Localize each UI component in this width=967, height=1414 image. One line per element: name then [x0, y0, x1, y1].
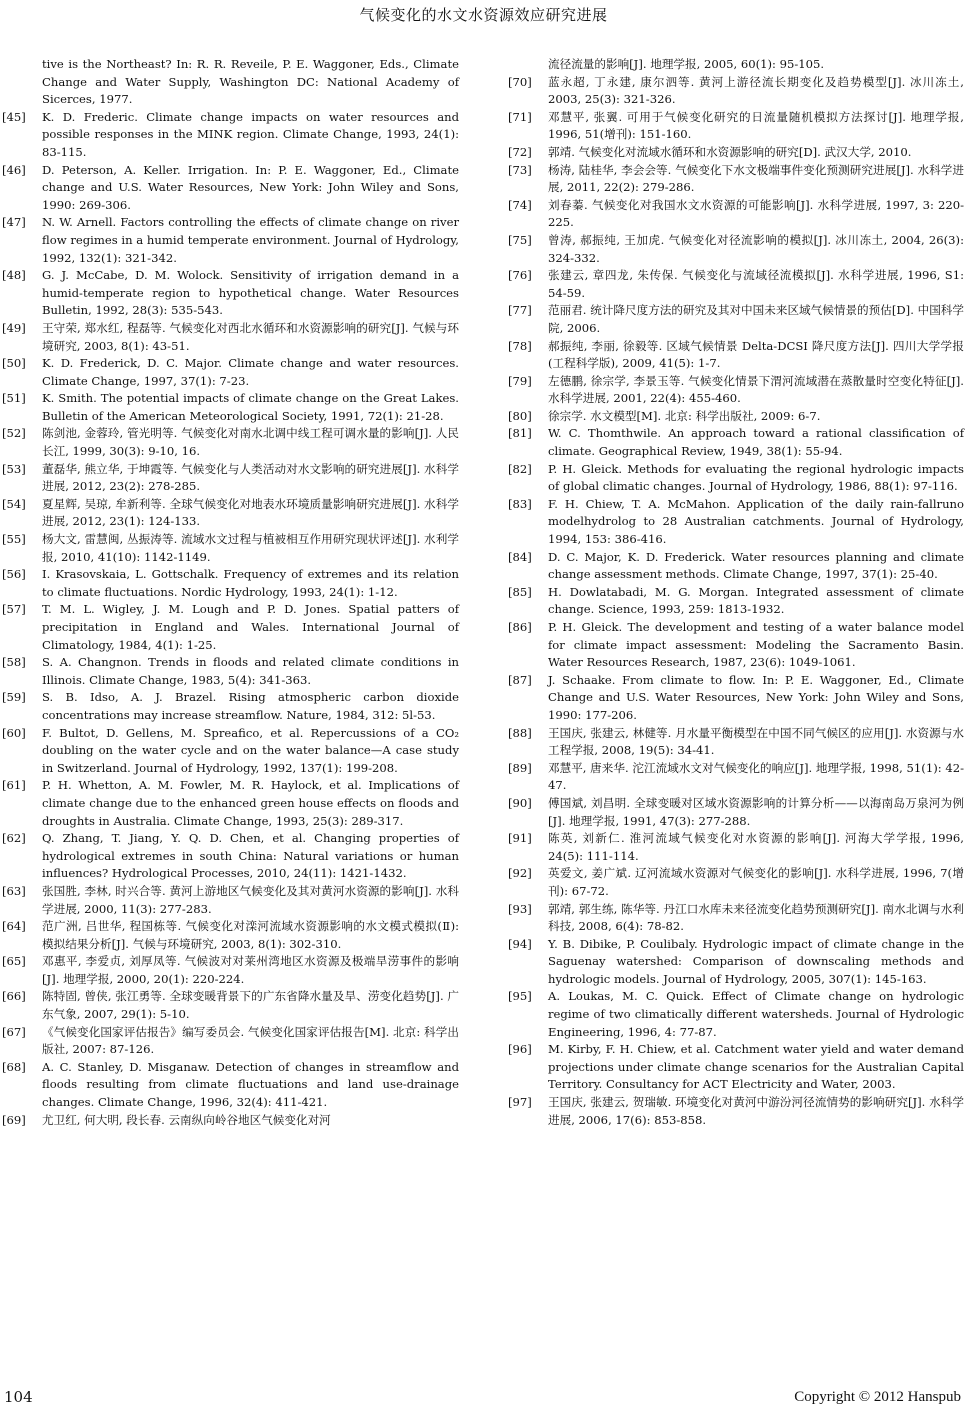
- reference-text: S. B. Idso, A. J. Brazel. Rising atmospheric carbon dioxide concentrations may increase streamflow. Nature, 1984, 312: 5l-53.: [42, 690, 459, 722]
- reference-item: [0, 777, 459, 830]
- reference-number: [62]: [2, 831, 26, 846]
- reference-number: [79]: [508, 373, 532, 388]
- reference-text: 蓝永超, 丁永建, 康尔泗等. 黄河上游径流长期变化及趋势模型[J]. 冰川冻土, 2003, 25(3): 321-326.: [548, 74, 964, 107]
- reference-list-right: [506, 74, 964, 1130]
- reference-text: 张建云, 章四龙, 朱传保. 气候变化与流域径流模拟[J]. 水科学进展, 1996, S1: 54-59.: [548, 268, 964, 300]
- reference-text: J. Schaake. From climate to flow. In: P. E. Waggoner, Ed., Climate Change and U.S. Water Resources, New York: John Wiley and Sons, 1990: 177-206.: [548, 672, 964, 722]
- running-header: 气候变化的水文水资源效应研究进展: [359, 6, 608, 24]
- reference-item: [506, 267, 964, 302]
- reference-item: [0, 1112, 459, 1130]
- reference-text: N. W. Arnell. Factors controlling the effects of climate change on river flow regimes in a humid temperate environment. Journal of Hydrology, 1992, 132(1): 321-342.: [42, 215, 459, 265]
- reference-text: I. Krasovskaia, L. Gottschalk. Frequency of extremes and its relation to climate fluctuations. Nordic Hydrology, 1993, 24(1): 1-12.: [42, 567, 459, 599]
- reference-item: [0, 214, 459, 267]
- reference-item: [506, 496, 964, 549]
- reference-item: [0, 109, 459, 162]
- reference-item: [506, 425, 964, 460]
- reference-text: 王国庆, 张建云, 林健等. 月水量平衡模型在中国不同气候区的应用[J]. 水资源与水工程学报, 2008, 19(5): 34-41.: [548, 725, 964, 758]
- reference-text: D. C. Major, K. D. Frederick. Water resources planning and climate change assessment methods. Climate Change, 1997, 37(1): 25-40.: [548, 549, 964, 582]
- reference-item: [0, 320, 459, 355]
- reference-text: K. Smith. The potential impacts of climate change on the Great Lakes. Bulletin of the American Meteorological Society, 1991, 72(1): 21-28.: [42, 391, 459, 423]
- reference-text: 范广洲, 吕世华, 程国栋等. 气候变化对滦河流域水资源影响的水文模式模拟(Ⅱ): 模拟结果分析[J]. 气候与环境研究, 2003, 8(1): 302-310.: [42, 919, 459, 951]
- reference-text: 杨涛, 陆桂华, 李会会等. 气候变化下水文极端事件变化预测研究进展[J]. 水科学进展, 2011, 22(2): 279-286.: [548, 162, 964, 195]
- page-number: 104: [4, 1388, 33, 1406]
- reference-number: [57]: [2, 602, 26, 617]
- reference-number: [53]: [2, 461, 26, 476]
- reference-text: 董磊华, 熊立华, 于坤霞等. 气候变化与人类活动对水文影响的研究进展[J]. 水科学进展, 2012, 23(2): 278-285.: [42, 461, 459, 494]
- reference-item: [506, 302, 964, 337]
- reference-text: 郝振纯, 李丽, 徐毅等. 区域气候情景 Delta-DCSI 降尺度方法[J]. 四川大学学报(工程科学版), 2009, 41(5): 1-7.: [548, 338, 964, 371]
- reference-item: [0, 830, 459, 883]
- reference-number: [70]: [508, 74, 532, 89]
- reference-item: [506, 197, 964, 232]
- reference-item: [0, 162, 459, 215]
- reference-number: [78]: [508, 338, 532, 353]
- reference-text: Q. Zhang, T. Jiang, Y. Q. D. Chen, et al. Changing properties of hydrological extremes in south China: Natural variations or human influences? Hydrological Processes, 2010, 24(11): 1421-1432.: [42, 831, 459, 881]
- reference-item: [506, 901, 964, 936]
- reference-number: [46]: [2, 162, 26, 177]
- reference-item: [506, 461, 964, 496]
- reference-item: [0, 267, 459, 320]
- reference-text: 《气候变化国家评估报告》编写委员会. 气候变化国家评估报告[M]. 北京: 科学出版社, 2007: 87-126.: [42, 1024, 459, 1057]
- reference-number: [87]: [508, 672, 532, 687]
- references-column-left: [0, 56, 459, 1129]
- reference-text: A. Loukas, M. C. Quick. Effect of Climate change on hydrologic regime of two climatically different watersheds. Journal of Hydrologic Engineering, 1996, 4: 77-87.: [548, 989, 964, 1039]
- reference-item: [506, 865, 964, 900]
- reference-text: 英爱文, 姜广斌. 辽河流域水资源对气候变化的影响[J]. 水科学进展, 1996, 7(增刊): 67-72.: [548, 866, 964, 898]
- reference-continuation: tive is the Northeast? In: R. R. Reveile, P. E. Waggoner, Eds., Climate Change and Water Supply, Washington DC: National Academy of Sicerces, 1977.: [42, 57, 459, 107]
- reference-text: 傅国斌, 刘昌明. 全球变暖对区域水资源影响的计算分析——以海南岛万泉河为例[J]. 地理学报, 1991, 47(3): 277-288.: [548, 795, 964, 828]
- reference-text: A. C. Stanley, D. Misganaw. Detection of changes in streamflow and floods resulting from climate fluctuations and land use-drainage changes. Climate Change, 1996, 32(4): 411-421.: [42, 1059, 459, 1110]
- reference-item: [0, 496, 459, 531]
- reference-number: [60]: [2, 725, 26, 740]
- reference-text: W. C. Thomthwile. An approach toward a rational classification of climate. Geographical Review, 1949, 38(1): 55-94.: [548, 426, 964, 459]
- reference-list-left: [0, 109, 459, 1129]
- reference-item: [506, 760, 964, 795]
- reference-item: [0, 461, 459, 496]
- reference-text: F. Bultot, D. Gellens, M. Spreafico, et al. Repercussions of a CO₂ doubling on the water cycle and on the water balance—A case study in Switzerland. Journal of Hydrology, 1992, 137(1): 199-208.: [42, 725, 459, 775]
- reference-number: [97]: [508, 1095, 532, 1110]
- reference-item: [0, 918, 459, 953]
- reference-number: [55]: [2, 532, 26, 547]
- reference-item: [0, 566, 459, 601]
- reference-text: 杨大文, 雷慧闽, 丛振涛等. 流域水文过程与植被相互作用研究现状评述[J]. 水利学报, 2010, 41(10): 1142-1149.: [42, 532, 459, 564]
- reference-item: [506, 830, 964, 865]
- reference-text: 郭靖. 气候变化对流域水循环和水资源影响的研究[D]. 武汉大学, 2010.: [548, 144, 912, 159]
- reference-text: D. Peterson, A. Keller. Irrigation. In: P. E. Waggoner, Ed., Climate change and U.S. Water Resources, New York: John Wiley and Sons, 1990: 269-306.: [42, 162, 459, 212]
- reference-item: [506, 672, 964, 725]
- reference-number: [61]: [2, 778, 26, 793]
- reference-number: [85]: [508, 584, 532, 599]
- reference-text: 张国胜, 李林, 时兴合等. 黄河上游地区气候变化及其对黄河水资源的影响[J]. 水科学进展, 2000, 11(3): 277-283.: [42, 883, 459, 916]
- reference-item: [0, 531, 459, 566]
- reference-number: [89]: [508, 760, 532, 775]
- references-column-right: [506, 56, 964, 1129]
- reference-text: 邓惠平, 李爱贞, 刘厚凤等. 气候波对对莱州湾地区水资源及极端旱涝事件的影响[J]. 地理学报, 2000, 20(1): 220-224.: [42, 954, 459, 986]
- reference-item: [0, 725, 459, 778]
- reference-item: [506, 109, 964, 144]
- reference-text: 邓慧平, 唐来华. 沱江流域水文对气候变化的响应[J]. 地理学报, 1998, 51(1): 42-47.: [548, 760, 964, 793]
- reference-text: 陈特固, 曾侠, 张江勇等. 全球变暖背景下的广东省降水量及旱、涝变化趋势[J]. 广东气象, 2007, 29(1): 5-10.: [42, 989, 459, 1022]
- reference-number: [59]: [2, 690, 26, 705]
- reference-text: 左德鹏, 徐宗学, 李景玉等. 气候变化情景下渭河流域潜在蒸散量时空变化特征[J]. 水科学进展, 2001, 22(4): 455-460.: [548, 373, 964, 406]
- reference-text: 夏星辉, 吴琼, 牟新利等. 全球气候变化对地表水环境质量影响研究进展[J]. 水科学进展, 2012, 23(1): 124-133.: [42, 496, 459, 529]
- reference-item: [0, 390, 459, 425]
- reference-number: [63]: [2, 883, 26, 898]
- reference-item: [506, 936, 964, 989]
- reference-number: [80]: [508, 408, 532, 423]
- reference-text: S. A. Changnon. Trends in floods and related climate conditions in Illinois. Climate Change, 1983, 5(4): 341-363.: [42, 655, 459, 687]
- reference-item: [0, 1024, 459, 1059]
- reference-text: K. D. Frederick, D. C. Major. Climate change and water resources. Climate Change, 1997, 37(1): 7-23.: [42, 356, 459, 388]
- reference-text: 王国庆, 张建云, 贺瑞敏. 环境变化对黄河中游汾河径流情势的影响研究[J]. 水科学进展, 2006, 17(6): 853-858.: [548, 1095, 964, 1127]
- reference-item: [0, 1059, 459, 1112]
- reference-item: [506, 74, 964, 109]
- reference-number: [75]: [508, 232, 532, 247]
- reference-number: [56]: [2, 567, 26, 582]
- reference-number: [76]: [508, 268, 532, 283]
- reference-number: [84]: [508, 549, 532, 564]
- reference-number: [45]: [2, 109, 26, 124]
- reference-item: [506, 1041, 964, 1094]
- reference-text: 尤卫红, 何大明, 段长春. 云南纵向岭谷地区气候变化对河: [42, 1112, 331, 1127]
- reference-item: [0, 654, 459, 689]
- reference-item: [0, 425, 459, 460]
- reference-text: 邓慧平, 张翼. 可用于气候变化研究的日流量随机模拟方法探讨[J]. 地理学报, 1996, 51(增刊): 151-160.: [548, 109, 964, 142]
- reference-number: [50]: [2, 356, 26, 371]
- reference-text: F. H. Chiew, T. A. McMahon. Application of the daily rain-fallruno modelhydrolog to 28 Australian catchments. Journal of Hydrology, 1994, 153: 386-416.: [548, 496, 964, 547]
- reference-number: [66]: [2, 989, 26, 1004]
- reference-number: [91]: [508, 831, 532, 846]
- reference-item: [506, 144, 964, 162]
- reference-item: [0, 883, 459, 918]
- reference-continuation: 流径流量的影响[J]. 地理学报, 2005, 60(1): 95-105.: [548, 57, 825, 71]
- reference-text: 郭靖, 郭生练, 陈华等. 丹江口水库未来径流变化趋势预测研究[J]. 南水北调与水利科技, 2008, 6(4): 78-82.: [548, 901, 964, 934]
- reference-item: [506, 988, 964, 1041]
- reference-text: P. H. Gleick. Methods for evaluating the regional hydrologic impacts of global climatic changes. Journal of Hydrology, 1986, 88(1): 97-116.: [548, 461, 964, 494]
- reference-item: [0, 355, 459, 390]
- reference-number: [72]: [508, 144, 532, 159]
- reference-number: [95]: [508, 989, 532, 1004]
- copyright-notice: Copyright © 2012 Hanspub: [794, 1389, 961, 1405]
- reference-text: 陈剑池, 金蓉玲, 管光明等. 气候变化对南水北调中线工程可调水量的影响[J]. 人民长江, 1999, 30(3): 9-10, 16.: [42, 426, 459, 459]
- reference-item: [0, 689, 459, 724]
- reference-text: Y. B. Dibike, P. Coulibaly. Hydrologic impact of climate change in the Saguenay watershed: Comparison of downscaling methods and hydrologic models. Journal of Hydrology, 2005, 307(1): 145-163.: [548, 936, 964, 986]
- reference-number: [96]: [508, 1042, 532, 1057]
- reference-number: [77]: [508, 303, 532, 318]
- reference-item: [506, 373, 964, 408]
- reference-item: [506, 795, 964, 830]
- reference-number: [68]: [2, 1059, 26, 1074]
- reference-text: 刘春蓁. 气候变化对我国水文水资源的可能影响[J]. 水科学进展, 1997, 3: 220-225.: [548, 197, 964, 230]
- reference-text: K. D. Frederic. Climate change impacts on water resources and possible responses in the MINK region. Climate Change, 1993, 24(1): 83-115.: [42, 109, 459, 159]
- reference-text: 徐宗学. 水文模型[M]. 北京: 科学出版社, 2009: 6-7.: [548, 408, 821, 423]
- reference-item: [506, 725, 964, 760]
- reference-number: [88]: [508, 725, 532, 740]
- reference-text: 范丽君. 统计降尺度方法的研究及其对中国未来区域气候情景的预估[D]. 中国科学院, 2006.: [548, 303, 964, 335]
- reference-number: [69]: [2, 1112, 26, 1127]
- reference-text: P. H. Whetton, A. M. Fowler, M. R. Haylock, et al. Implications of climate change due to the enhanced green house effects on floods and droughts in Australia. Climate Change, 1993, 25(3): 289-317.: [42, 778, 459, 828]
- reference-number: [58]: [2, 655, 26, 670]
- reference-number: [81]: [508, 426, 532, 441]
- reference-number: [67]: [2, 1024, 26, 1039]
- reference-text: M. Kirby, F. H. Chiew, et al. Catchment water yield and water demand projections under climate change scenarios for the Australian Capital Territory. Consultancy for ACT Electricity and Water, 2003.: [548, 1042, 964, 1092]
- reference-text: T. M. L. Wigley, J. M. Lough and P. D. Jones. Spatial patters of precipitation in England and Wales. International Journal of Climatology, 1984, 4(1): 1-25.: [42, 602, 459, 652]
- reference-number: [64]: [2, 919, 26, 934]
- reference-number: [51]: [2, 391, 26, 406]
- reference-number: [94]: [508, 936, 532, 951]
- reference-text: 王守荣, 郑水红, 程磊等. 气候变化对西北水循环和水资源影响的研究[J]. 气候与环境研究, 2003, 8(1): 43-51.: [42, 320, 459, 353]
- reference-number: [92]: [508, 866, 532, 881]
- reference-number: [74]: [508, 197, 532, 212]
- reference-number: [47]: [2, 215, 26, 230]
- reference-item: [0, 601, 459, 654]
- reference-text: 曾涛, 郝振纯, 王加虎. 气候变化对径流影响的模拟[J]. 冰川冻土, 2004, 26(3): 324-332.: [548, 232, 964, 265]
- reference-text: G. J. McCabe, D. M. Wolock. Sensitivity of irrigation demand in a humid-temperate region to hypothetical change. Water Resources Bulletin, 1992, 28(3): 535-543.: [42, 268, 459, 318]
- reference-item: [506, 549, 964, 584]
- reference-item: [0, 988, 459, 1023]
- reference-number: [65]: [2, 954, 26, 969]
- reference-text: 陈英, 刘新仁. 淮河流域气候变化对水资源的影响[J]. 河海大学学报, 1996, 24(5): 111-114.: [548, 831, 964, 863]
- reference-item: [506, 408, 964, 426]
- reference-number: [54]: [2, 496, 26, 511]
- reference-number: [82]: [508, 461, 532, 476]
- reference-number: [49]: [2, 320, 26, 335]
- reference-number: [48]: [2, 268, 26, 283]
- reference-number: [73]: [508, 162, 532, 177]
- reference-text: H. Dowlatabadi, M. G. Morgan. Integrated assessment of climate change. Science, 1993, 259: 1813-1932.: [548, 584, 964, 617]
- reference-number: [90]: [508, 795, 532, 810]
- reference-text: P. H. Gleick. The development and testing of a water balance model for climate impact assessment: Modeling the Sacramento Basin. Water Resources Research, 1987, 23(6): 1049-1061.: [548, 620, 964, 670]
- reference-item: [506, 584, 964, 619]
- reference-item: [506, 162, 964, 197]
- reference-item: [506, 1094, 964, 1129]
- reference-number: [83]: [508, 496, 532, 511]
- reference-item: [506, 232, 964, 267]
- reference-number: [71]: [508, 109, 532, 124]
- reference-number: [52]: [2, 426, 26, 441]
- reference-item: [0, 953, 459, 988]
- reference-number: [86]: [508, 620, 532, 634]
- reference-item: [506, 338, 964, 373]
- reference-item: [506, 619, 964, 672]
- reference-number: [93]: [508, 901, 532, 916]
